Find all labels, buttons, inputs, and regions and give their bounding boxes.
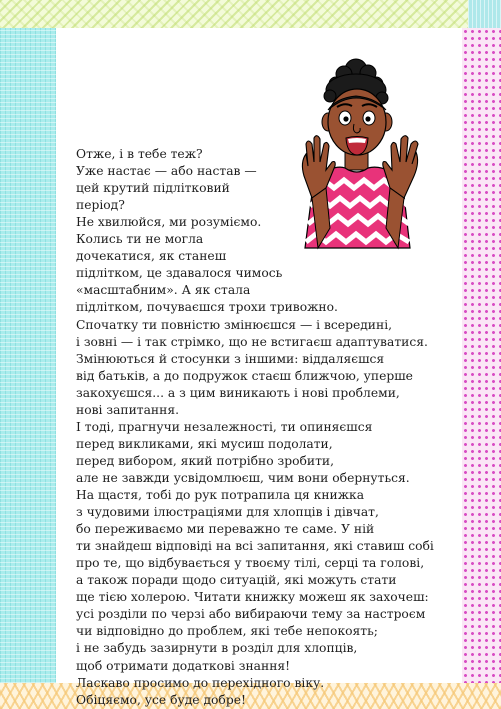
text-line: і не забудь зазирнути в розділ для хлопців, bbox=[76, 641, 358, 656]
text-line: бо переживаємо ми переважно те саме. У ній bbox=[76, 522, 375, 537]
text-line: Не хвилюйся, ми розуміємо. bbox=[76, 215, 262, 230]
text-line: нові запитання. bbox=[76, 402, 179, 417]
top-decorative-border bbox=[0, 0, 501, 28]
text-line: підлітком, це здавалося чимось bbox=[76, 266, 283, 281]
left-decorative-border bbox=[0, 28, 56, 683]
text-line: підлітком, почуваєшся трохи тривожно. bbox=[76, 300, 338, 315]
text-line: і зовні — і так стрімко, що не встигаєш адаптуватися. bbox=[76, 334, 428, 349]
text-line: закохуєшся... а з цим виникають і нові проблеми, bbox=[76, 385, 400, 400]
text-line: ти знайдеш відповіді на всі запитання, які ставиш собі bbox=[76, 539, 434, 554]
excited-girl-illustration bbox=[290, 58, 445, 273]
text-line: від батьків, а до подружок стаєш ближчою, уперше bbox=[76, 368, 413, 383]
text-line: Ласкаво просимо до перехідного віку. bbox=[76, 675, 325, 690]
text-line: а також поради щодо ситуацій, які можуть стати bbox=[76, 573, 397, 588]
text-line: дочекатися, як станеш bbox=[76, 249, 227, 264]
text-line: «масштабним». А як стала bbox=[76, 283, 251, 298]
text-line: перед викликами, які мусиш подолати, bbox=[76, 436, 333, 451]
text-line: цей крутий підлітковий bbox=[76, 181, 230, 196]
text-line: Колись ти не могла bbox=[76, 232, 204, 247]
text-line: Отже, і в тебе теж? bbox=[76, 147, 203, 161]
text-line: з чудовими ілюстраціями для хлопців і дівчат, bbox=[76, 505, 379, 520]
text-line: щоб отримати додаткові знання! bbox=[76, 658, 291, 673]
text-line: ще тією холерою. Читати книжку можеш як захочеш: bbox=[76, 590, 429, 605]
text-line: Обіцяємо, усе буде добре! bbox=[76, 692, 246, 707]
right-dotted-border bbox=[462, 28, 501, 683]
text-line: період? bbox=[76, 198, 125, 213]
text-line: Спочатку ти повністю змінюєшся — і всередині, bbox=[76, 317, 393, 332]
text-line: Змінюються й стосунки з іншими: віддаляєшся bbox=[76, 351, 385, 366]
text-line: усі розділи по черзі або вибираючи тему за настроєм bbox=[76, 607, 426, 622]
text-line: На щастя, тобі до рук потрапила ця книжка bbox=[76, 488, 365, 502]
text-line: Уже настає — або настав — bbox=[76, 164, 257, 179]
text-line: перед вибором, який потрібно зробити, bbox=[76, 453, 335, 468]
text-line: чи відповідно до проблем, які тебе непокоять; bbox=[76, 624, 378, 639]
text-line: про те, що відбувається у твоєму тілі, серці та голові, bbox=[76, 556, 425, 571]
text-line: І тоді, прагнучи незалежності, ти опиняєшся bbox=[76, 419, 373, 434]
text-line: але не завжди усвідомлюєш, чим вони обернуться. bbox=[76, 470, 410, 485]
